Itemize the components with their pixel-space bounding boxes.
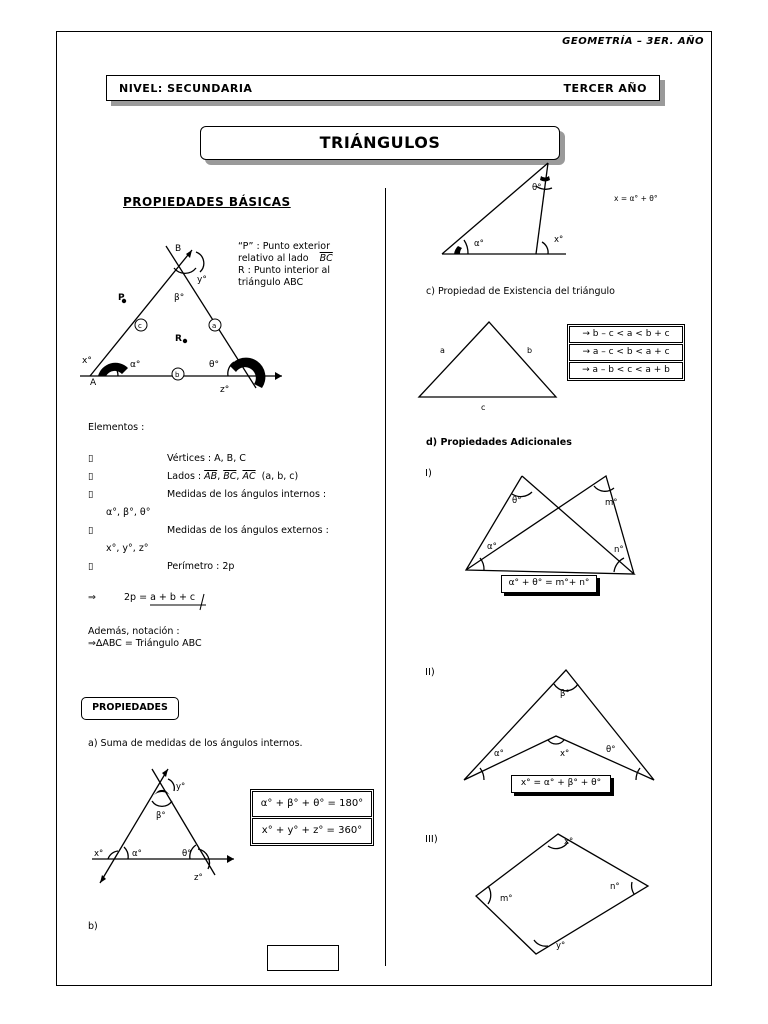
element-text: Vértices : A, B, C — [167, 453, 246, 464]
implies-icon: ⇒ — [88, 592, 96, 603]
properties-box: PROPIEDADES — [81, 697, 179, 720]
side-left-line — [100, 769, 168, 883]
element-continuation: x°, y°, z° — [106, 543, 149, 554]
side-ab: $\overline{AB}$ — [204, 471, 218, 482]
alpha-label: α° — [474, 239, 484, 249]
figure-case-1 — [462, 472, 642, 578]
figure-triangle-existence — [412, 315, 562, 413]
angle-theta-label: θ° — [209, 360, 220, 370]
note-line-3: R : Punto interior al — [238, 265, 330, 276]
case-1-label: I) — [425, 468, 432, 479]
segment-bc: $\overline{BC}$ — [319, 253, 333, 264]
elements-title: Elementos : — [88, 422, 145, 433]
vertex-a-label: A — [90, 378, 97, 388]
side-right-line — [536, 163, 548, 254]
notation-block — [88, 626, 202, 650]
theta-label: θ° — [606, 745, 616, 755]
case-2-label: II) — [425, 667, 435, 678]
level-bar — [106, 75, 660, 101]
triangle-shape — [419, 322, 556, 397]
page-number-box — [267, 945, 339, 971]
n-label: n° — [610, 882, 620, 892]
note-line-1: “P” : Punto exterior — [238, 241, 330, 252]
page-title: TRIÁNGULOS — [200, 126, 560, 160]
element-text: Medidas de los ángulos internos : — [167, 489, 327, 500]
element-item — [88, 471, 368, 489]
bullet-icon: ▯ — [88, 471, 94, 482]
inequality-b: → a – c < b < a + c — [569, 344, 683, 361]
alpha-label: α° — [487, 542, 497, 552]
case-3-label: III) — [425, 834, 438, 845]
column-divider — [385, 188, 386, 966]
vertex-b-label: B — [175, 244, 182, 254]
x-label: x° — [564, 837, 574, 847]
y-label: y° — [556, 941, 566, 951]
point-p-label: P — [118, 293, 125, 303]
exterior-angle-formula: x = α° + θ° — [614, 194, 658, 203]
figure-case-2 — [460, 668, 660, 786]
course-header: GEOMETRÍA – 3ER. AÑO — [562, 36, 704, 47]
notation-line-1: Además, notación : — [88, 626, 180, 637]
inequality-a: → b – c < a < b + c — [569, 326, 683, 343]
level-label: NIVEL: SECUNDARIA — [119, 82, 253, 95]
x-label: x° — [560, 749, 570, 759]
angle-x-mark — [98, 363, 128, 376]
case-1-formula: α° + θ° = m°+ n° — [501, 575, 597, 593]
inequality-c: → a – b < c < a + b — [569, 362, 683, 379]
element-text: Lados : $\overline{AB}$, $\overline{BC}$, $\overline{AC}$ (a, b, c) — [167, 471, 299, 482]
note-line-2: relativo al lado $\overline{BC}$ — [238, 253, 333, 264]
m-label: m° — [605, 498, 618, 508]
angle-x-label: x° — [82, 356, 92, 366]
side-c-label: c — [138, 322, 142, 330]
angle-z-label: z° — [220, 385, 230, 393]
formula-exterior: x° + y° + z° = 360° — [252, 818, 372, 844]
angle-theta-label: θ° — [182, 849, 192, 859]
property-d: d) Propiedades Adicionales — [426, 437, 572, 448]
point-r — [183, 339, 187, 343]
x-arc — [542, 242, 548, 254]
side-ac: $\overline{AC}$ — [242, 471, 256, 482]
notation-line-2: ⇒∆ABC = Triángulo ABC — [88, 638, 202, 649]
angle-x-label: x° — [94, 849, 104, 859]
side-a-label: a — [212, 322, 217, 330]
side-b-label: b — [527, 346, 533, 355]
side-left-line — [442, 163, 548, 254]
bullet-icon: ▯ — [88, 525, 94, 536]
element-text: Medidas de los ángulos externos : — [167, 525, 329, 536]
figure-exterior-angle — [430, 160, 600, 260]
angle-y-label: y° — [176, 782, 186, 792]
formula-interior: α° + β° + θ° = 180° — [252, 791, 372, 817]
theta-label: θ° — [512, 496, 522, 506]
side-bc: $\overline{BC}$ — [223, 471, 237, 482]
angle-y-arc — [196, 252, 204, 272]
inequality-table — [567, 324, 685, 381]
bullet-icon: ▯ — [88, 561, 94, 572]
angle-alpha-label: α° — [130, 360, 141, 370]
note-line-4: triángulo ABC — [238, 277, 304, 288]
property-b: b) — [88, 921, 98, 932]
side-b-label: b — [175, 371, 180, 379]
x-label: x° — [554, 235, 564, 245]
perimeter-bracket — [148, 590, 213, 612]
angle-z-label: z° — [194, 873, 203, 883]
perimeter-formula: 2p = a + b + c — [124, 592, 196, 603]
side-ab-line — [90, 250, 192, 376]
element-item — [88, 561, 368, 579]
angle-sum-formulas — [250, 789, 374, 846]
side-a-label: a — [440, 346, 445, 355]
element-continuation: α°, β°, θ° — [106, 507, 151, 518]
figure-note — [238, 241, 358, 289]
beta-label: β° — [560, 689, 570, 699]
property-c: c) Propiedad de Existencia del triángulo — [426, 286, 615, 297]
property-a: a) Suma de medidas de los ángulos internos. — [88, 738, 303, 749]
theta-label: θ° — [532, 183, 542, 193]
element-item — [88, 525, 368, 543]
m-label: m° — [500, 894, 513, 904]
bullet-icon: ▯ — [88, 489, 94, 500]
elements-list — [88, 453, 368, 579]
element-item — [88, 489, 368, 507]
angle-beta-label: β° — [174, 293, 185, 303]
side-c-label: c — [481, 403, 486, 412]
point-r-label: R — [175, 334, 182, 344]
year-label: TERCER AÑO — [563, 82, 647, 95]
element-item — [88, 453, 368, 471]
angle-y-label: y° — [197, 275, 207, 285]
element-text: Perímetro : 2p — [167, 561, 235, 572]
figure-case-3 — [470, 830, 650, 960]
n-label: n° — [614, 545, 624, 555]
case-2-formula: x° = α° + β° + θ° — [511, 775, 611, 793]
angle-beta-label: β° — [156, 811, 166, 821]
figure-angle-sum — [90, 765, 240, 890]
angle-alpha-label: α° — [132, 849, 142, 859]
vertex-c-label: C — [248, 359, 255, 369]
section-title: PROPIEDADES BÁSICAS — [123, 195, 291, 209]
alpha-arc — [464, 240, 468, 254]
arrow-c — [275, 372, 282, 380]
bullet-icon: ▯ — [88, 453, 94, 464]
alpha-label: α° — [494, 749, 504, 759]
concave-quadrilateral — [464, 670, 654, 780]
